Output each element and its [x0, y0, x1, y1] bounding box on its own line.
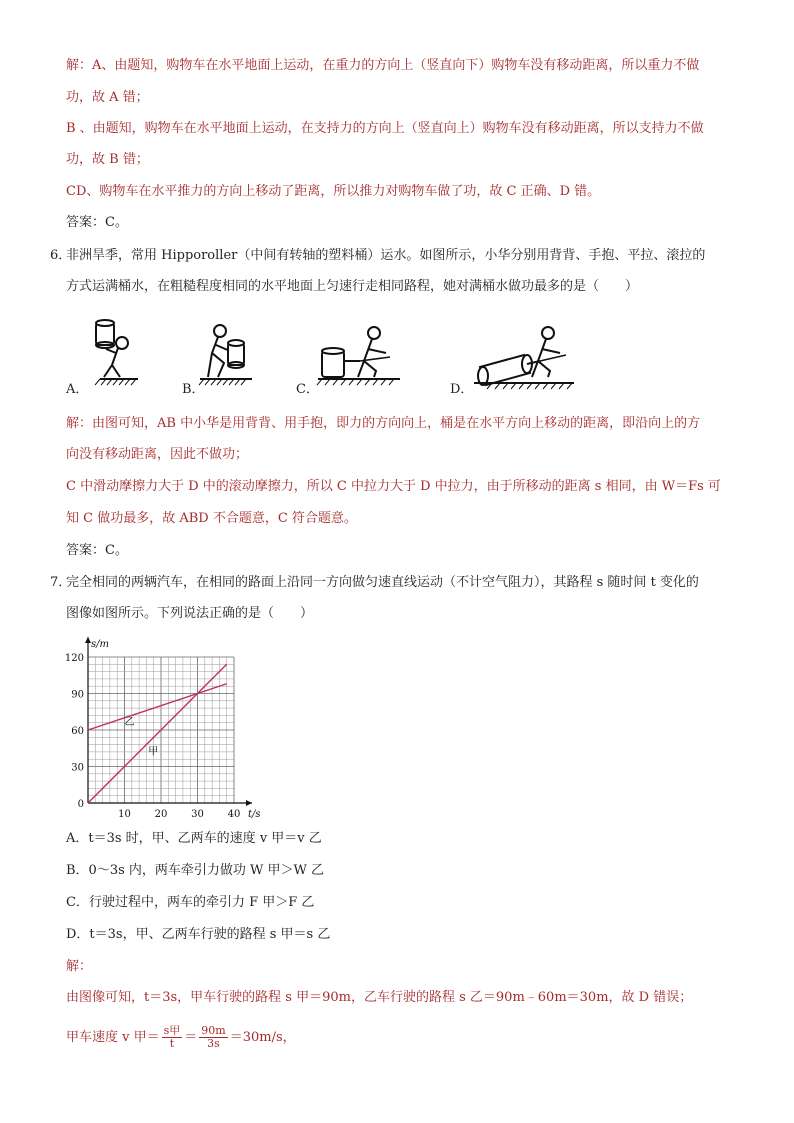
y-tick-label: 30: [71, 762, 84, 774]
q6-option-d-label: D．: [450, 382, 474, 397]
q7-solution-line1: 由图像可知，t＝3s，甲车行驶的路程 s 甲＝90m，乙车行驶的路程 s 乙＝90m﹣60m＝30m，故 D 错误；: [66, 990, 693, 1005]
y-tick-label: 0: [77, 799, 84, 810]
q7-option-c: C．行驶过程中，两车的牵引力 F 甲＞F 乙: [66, 895, 315, 910]
q6-solution-line1: 解：由图可知，AB 中小华是用背背、用手抱，即力的方向向上，桶是在水平方向上移动的距离，即沿向上的方: [66, 416, 701, 431]
figure-b-hand-hold: [199, 325, 252, 385]
fraction-denominator: t: [169, 1037, 175, 1050]
q6-option-b-label: B．: [182, 382, 205, 397]
x-tick-label: 40: [227, 809, 241, 818]
q6-option-c-label: C．: [296, 382, 319, 397]
figure-d-roll: [474, 327, 574, 389]
y-tick-label: 120: [64, 653, 84, 664]
y-tick-label: 90: [71, 689, 84, 701]
q6-figures: [60, 315, 480, 390]
q7-text-line1: 完全相同的两辆汽车，在相同的路面上沿同一方向做匀速直线运动（不计空气阻力），其路程 s 随时间 t 变化的: [66, 575, 699, 590]
x-tick-label: 20: [154, 809, 168, 818]
y-tick-label: 60: [71, 726, 84, 737]
x-tick-label: 10: [118, 809, 131, 818]
x-axis-arrow: [246, 800, 252, 806]
q7-option-b: B．0～3s 内，两车牵引力做功 W 甲＞W 乙: [66, 863, 325, 878]
fraction-numerator: s甲: [163, 1024, 181, 1037]
q7-solution-head: 解：: [66, 959, 93, 974]
fraction-90-over-3: [199, 1025, 227, 1050]
fraction-s-over-t: [162, 1025, 183, 1050]
figure-a-backpack: [95, 320, 138, 385]
series-line-yi: [88, 684, 227, 730]
q6-solution-line3: C 中滑动摩擦力大于 D 中的滚动摩擦力，所以 C 中拉力大于 D 中拉力，由于所移动的距离 s 相同，由 W＝Fs 可: [66, 479, 721, 494]
q7-text-line2: 图像如图所示。下列说法正确的是（ ）: [66, 606, 314, 621]
x-tick-label: 30: [191, 809, 204, 818]
q6-number: 6．: [50, 248, 72, 263]
velocity-prefix: 甲车速度 v 甲＝: [66, 1030, 160, 1045]
q5-solution-b-line1: B 、由题知，购物车在水平地面上运动，在支持力的方向上（竖直向上）购物车没有移动距离，所以支持力不做: [66, 121, 704, 136]
series-line-jia: [88, 664, 227, 803]
q6-text-line1: 非洲旱季，常用 Hipporoller（中间有转轴的塑料桶）运水。如图所示，小华分别用背背、手抱、平拉、滚拉的: [66, 248, 706, 263]
q5-solution-cd: CD、购物车在水平推力的方向上移动了距离，所以推力对购物车做了功，故 C 正确、D 错。: [66, 184, 601, 199]
series-label-jia: 甲: [148, 746, 159, 758]
fraction-numerator: 90m: [201, 1024, 226, 1037]
chart-series: [88, 664, 227, 803]
fraction-denominator: 3s: [207, 1037, 220, 1050]
q6-answer: 答案：C。: [66, 543, 128, 558]
q6-option-a-label: A．: [66, 382, 89, 397]
q5-solution-a-line1: 解：A、由题知，购物车在水平地面上运动，在重力的方向上（竖直向下）购物车没有移动距离，所以重力不做: [66, 58, 700, 73]
y-axis-label: s/m: [91, 639, 109, 650]
q7-solution-line2: 甲车速度 v 甲＝ $\frac{\text{s甲}}{t}$ ＝ $\frac{90m}{3s}$ ＝30m/s，: [66, 1024, 296, 1050]
q7-st-chart: [58, 632, 268, 818]
velocity-result: ＝30m/s，: [229, 1030, 296, 1045]
q7-number: 7．: [50, 575, 72, 590]
q5-solution-b-line2: 功，故 B 错；: [66, 152, 149, 167]
series-label-yi: 乙: [124, 717, 135, 729]
q5-solution-a-line2: 功，故 A 错；: [66, 90, 149, 105]
q6-text-line2: 方式运满桶水，在粗糙程度相同的水平地面上匀速行走相同路程，她对满桶水做功最多的是（ ）: [66, 279, 639, 294]
q5-answer: 答案：C。: [66, 215, 128, 230]
q6-figure-d: [470, 315, 590, 390]
q7-option-d: D．t＝3s，甲、乙两车行驶的路程 s 甲＝s 乙: [66, 927, 331, 942]
figure-c-drag: [317, 327, 400, 385]
q6-solution-line4: 知 C 做功最多，故 ABD 不合题意，C 符合题意。: [66, 511, 357, 526]
q6-solution-line2: 向没有移动距离，因此不做功；: [66, 447, 249, 462]
q7-option-a: A．t＝3s 时，甲、乙两车的速度 v 甲＝v 乙: [66, 831, 322, 846]
x-axis-label: t/s: [248, 809, 261, 818]
